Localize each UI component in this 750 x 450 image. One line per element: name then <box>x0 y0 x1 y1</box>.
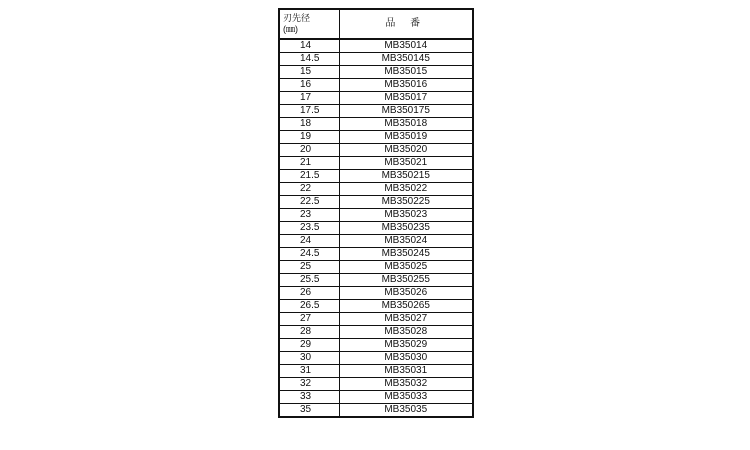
table-row <box>279 248 473 261</box>
cell-part-number: MB35030 <box>339 352 473 365</box>
cell-part-number: MB350235 <box>339 222 473 235</box>
cell-diameter: 22.5 <box>279 196 339 209</box>
cell-diameter: 24 <box>279 235 339 248</box>
spec-table <box>278 8 474 418</box>
table-row <box>279 209 473 222</box>
header-diameter-unit: (㎜) <box>283 24 298 34</box>
cell-diameter: 22 <box>279 183 339 196</box>
table-row <box>279 66 473 79</box>
cell-part-number: MB35032 <box>339 378 473 391</box>
cell-part-number: MB35025 <box>339 261 473 274</box>
cell-diameter: 32 <box>279 378 339 391</box>
cell-part-number: MB35017 <box>339 92 473 105</box>
cell-diameter: 33 <box>279 391 339 404</box>
cell-diameter: 25 <box>279 261 339 274</box>
table-row <box>279 118 473 131</box>
table-row <box>279 261 473 274</box>
cell-part-number: MB35027 <box>339 313 473 326</box>
cell-diameter: 15 <box>279 66 339 79</box>
cell-part-number: MB35031 <box>339 365 473 378</box>
cell-part-number: MB35022 <box>339 183 473 196</box>
cell-part-number: MB350225 <box>339 196 473 209</box>
cell-diameter: 35 <box>279 404 339 418</box>
table-row <box>279 39 473 53</box>
table-row <box>279 404 473 418</box>
cell-part-number: MB35019 <box>339 131 473 144</box>
table-row <box>279 92 473 105</box>
cell-part-number: MB350255 <box>339 274 473 287</box>
cell-part-number: MB35033 <box>339 391 473 404</box>
cell-part-number: MB35016 <box>339 79 473 92</box>
header-diameter-label: 刃先径 <box>283 13 311 23</box>
cell-diameter: 14.5 <box>279 53 339 66</box>
cell-part-number: MB35026 <box>339 287 473 300</box>
cell-diameter: 28 <box>279 326 339 339</box>
table-row <box>279 183 473 196</box>
cell-diameter: 26 <box>279 287 339 300</box>
cell-part-number: MB35029 <box>339 339 473 352</box>
table-row <box>279 287 473 300</box>
header-part-number: 品 番 <box>339 9 473 39</box>
table-row <box>279 365 473 378</box>
cell-diameter: 27 <box>279 313 339 326</box>
table-header <box>279 9 473 39</box>
cell-diameter: 18 <box>279 118 339 131</box>
table-row <box>279 105 473 118</box>
header-row <box>279 9 473 39</box>
cell-part-number: MB35015 <box>339 66 473 79</box>
table-row <box>279 339 473 352</box>
cell-diameter: 21.5 <box>279 170 339 183</box>
table-row <box>279 274 473 287</box>
cell-part-number: MB35014 <box>339 39 473 53</box>
cell-diameter: 19 <box>279 131 339 144</box>
cell-diameter: 25.5 <box>279 274 339 287</box>
cell-part-number: MB35020 <box>339 144 473 157</box>
table-row <box>279 222 473 235</box>
table-row <box>279 391 473 404</box>
cell-part-number: MB350265 <box>339 300 473 313</box>
table-row <box>279 378 473 391</box>
cell-diameter: 20 <box>279 144 339 157</box>
cell-part-number: MB350215 <box>339 170 473 183</box>
table-row <box>279 131 473 144</box>
table-row <box>279 313 473 326</box>
cell-diameter: 26.5 <box>279 300 339 313</box>
cell-part-number: MB35035 <box>339 404 473 418</box>
cell-diameter: 23 <box>279 209 339 222</box>
cell-part-number: MB35018 <box>339 118 473 131</box>
cell-diameter: 17 <box>279 92 339 105</box>
cell-part-number: MB350175 <box>339 105 473 118</box>
table-row <box>279 300 473 313</box>
table-row <box>279 157 473 170</box>
cell-diameter: 31 <box>279 365 339 378</box>
cell-diameter: 17.5 <box>279 105 339 118</box>
table-row <box>279 235 473 248</box>
table-body <box>279 39 473 417</box>
header-diameter <box>279 9 339 39</box>
cell-part-number: MB350145 <box>339 53 473 66</box>
table-row <box>279 79 473 92</box>
table-row <box>279 144 473 157</box>
cell-part-number: MB35023 <box>339 209 473 222</box>
cell-diameter: 23.5 <box>279 222 339 235</box>
cell-diameter: 24.5 <box>279 248 339 261</box>
cell-part-number: MB35021 <box>339 157 473 170</box>
cell-part-number: MB35028 <box>339 326 473 339</box>
cell-diameter: 30 <box>279 352 339 365</box>
table-row <box>279 352 473 365</box>
cell-part-number: MB35024 <box>339 235 473 248</box>
cell-diameter: 21 <box>279 157 339 170</box>
cell-part-number: MB350245 <box>339 248 473 261</box>
cell-diameter: 16 <box>279 79 339 92</box>
cell-diameter: 29 <box>279 339 339 352</box>
table-row <box>279 170 473 183</box>
table-row <box>279 326 473 339</box>
table-row <box>279 53 473 66</box>
cell-diameter: 14 <box>279 39 339 53</box>
table-row <box>279 196 473 209</box>
